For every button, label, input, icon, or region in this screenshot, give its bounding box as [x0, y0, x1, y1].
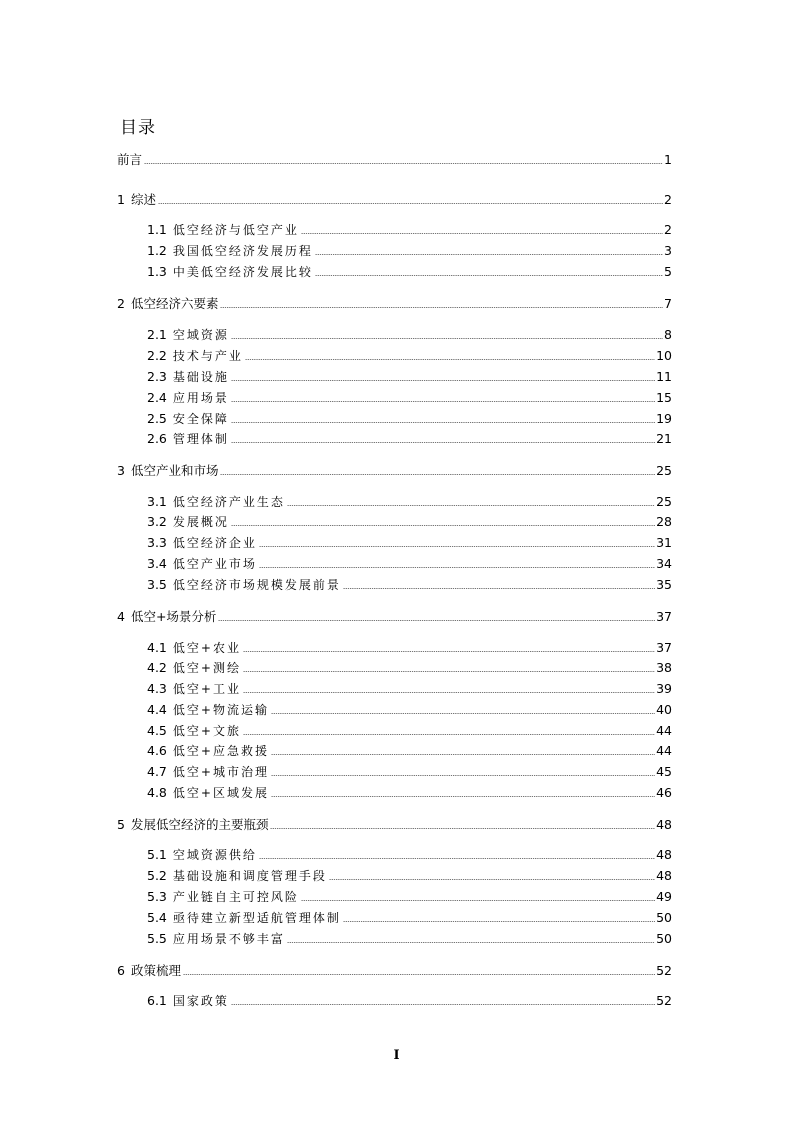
toc-subsection-entry[interactable] — [0, 928, 672, 946]
dot-leader — [343, 588, 655, 589]
toc-subsection-entry[interactable] — [0, 553, 672, 571]
toc-entry-label: 低空+测绘 — [172, 661, 241, 675]
toc-entry-number: 2.5 — [147, 411, 167, 426]
toc-chapter-entry[interactable] — [0, 460, 672, 478]
toc-entry-number: 4.3 — [147, 681, 167, 696]
dot-leader — [271, 775, 655, 776]
toc-entry-page: 46 — [656, 785, 672, 800]
toc-entry-label: 空域资源供给 — [172, 848, 257, 862]
toc-entry-page: 48 — [656, 847, 672, 862]
toc-subsection-entry[interactable] — [0, 324, 672, 342]
toc-entry-page: 40 — [656, 702, 672, 717]
toc-entry-number: 1.2 — [147, 243, 167, 258]
toc-entry-label: 发展概况 — [172, 515, 229, 529]
toc-entry-label: 低空+城市治理 — [172, 765, 269, 779]
toc-chapter-entry[interactable] — [0, 814, 672, 832]
dot-leader — [301, 233, 663, 234]
toc-subsection-entry[interactable] — [0, 511, 672, 529]
dot-leader — [259, 858, 655, 859]
dot-leader — [218, 620, 655, 621]
toc-entry-label: 基础设施和调度管理手段 — [172, 869, 327, 883]
toc-entry-number: 3 — [117, 463, 125, 478]
toc-subsection-entry[interactable] — [0, 366, 672, 384]
dot-leader — [220, 307, 663, 308]
toc-entry-number: 4.4 — [147, 702, 167, 717]
toc-entry-page: 39 — [656, 681, 672, 696]
toc-entry-page: 28 — [656, 514, 672, 529]
toc-entry-number: 5.2 — [147, 868, 167, 883]
toc-entry-number: 6 — [117, 963, 125, 978]
toc-entry-label: 低空+场景分析 — [130, 609, 217, 624]
toc-entry-number: 5 — [117, 817, 125, 832]
dot-leader — [220, 474, 655, 475]
toc-entry-page: 48 — [656, 817, 672, 832]
toc-entry-page: 45 — [656, 764, 672, 779]
toc-entry-page: 5 — [664, 264, 672, 279]
toc-entry-label: 产业链自主可控风险 — [172, 890, 299, 904]
toc-entry-number: 2.6 — [147, 431, 167, 446]
dot-leader — [287, 942, 655, 943]
toc-subsection-entry[interactable] — [0, 408, 672, 426]
dot-leader — [231, 401, 655, 402]
toc-entry-label: 基础设施 — [172, 370, 229, 384]
toc-chapter-entry[interactable] — [0, 606, 672, 624]
toc-entry-page: 2 — [664, 192, 672, 207]
toc-entry-page: 37 — [656, 640, 672, 655]
toc-entry-label: 低空经济企业 — [172, 536, 257, 550]
toc-entry-page: 25 — [656, 463, 672, 478]
toc-entry-page: 38 — [656, 660, 672, 675]
toc-entry-label: 我国低空经济发展历程 — [172, 244, 313, 258]
dot-leader — [270, 828, 655, 829]
toc-entry-label: 安全保障 — [172, 412, 229, 426]
toc-subsection-entry[interactable] — [0, 907, 672, 925]
toc-entry-page: 50 — [656, 931, 672, 946]
toc-subsection-entry[interactable] — [0, 240, 672, 258]
dot-leader — [245, 359, 655, 360]
toc-entry-label: 低空经济产业生态 — [172, 495, 285, 509]
toc-entry-label: 低空+区域发展 — [172, 786, 269, 800]
toc-entry-number: 2.4 — [147, 390, 167, 405]
toc-entry-label: 低空+物流运输 — [172, 703, 269, 717]
toc-subsection-entry[interactable] — [0, 219, 672, 237]
toc-entry-label: 技术与产业 — [172, 349, 243, 363]
toc-entry-label: 亟待建立新型适航管理体制 — [172, 911, 341, 925]
dot-leader — [158, 203, 663, 204]
toc-entry-label: 空域资源 — [172, 328, 229, 342]
dot-leader — [231, 380, 655, 381]
toc-entry-number: 3.2 — [147, 514, 167, 529]
dot-leader — [144, 163, 663, 164]
toc-entry-number: 4.8 — [147, 785, 167, 800]
dot-leader — [315, 254, 663, 255]
toc-entry-label: 低空经济市场规模发展前景 — [172, 578, 341, 592]
toc-entry-page: 1 — [664, 152, 672, 167]
toc-chapter-entry[interactable] — [0, 293, 672, 311]
toc-entry-number: 2.3 — [147, 369, 167, 384]
toc-subsection-entry[interactable] — [0, 637, 672, 655]
dot-leader — [259, 567, 655, 568]
toc-subsection-entry[interactable] — [0, 261, 672, 279]
toc-entry-page: 44 — [656, 743, 672, 758]
toc-entry-page: 37 — [656, 609, 672, 624]
toc-entry-number: 6.1 — [147, 993, 167, 1008]
toc-subsection-entry[interactable] — [0, 782, 672, 800]
toc-entry-page: 34 — [656, 556, 672, 571]
toc-entry-page: 49 — [656, 889, 672, 904]
toc-entry-page: 11 — [656, 369, 672, 384]
dot-leader — [231, 422, 655, 423]
dot-leader — [259, 546, 655, 547]
toc-title: 目录 — [120, 118, 156, 138]
toc-entry-label: 低空经济六要素 — [130, 296, 219, 311]
dot-leader — [243, 734, 655, 735]
toc-entry-page: 25 — [656, 494, 672, 509]
toc-entry-page: 15 — [656, 390, 672, 405]
toc-entry-label: 低空+文旅 — [172, 724, 241, 738]
dot-leader — [231, 525, 655, 526]
toc-subsection-entry[interactable] — [0, 532, 672, 550]
dot-leader — [315, 275, 663, 276]
toc-chapter-entry[interactable] — [0, 189, 672, 207]
toc-entry-label: 应用场景 — [172, 391, 229, 405]
dot-leader — [243, 692, 655, 693]
toc-entry-page: 7 — [664, 296, 672, 311]
toc-entry-number: 1 — [117, 192, 125, 207]
toc-entry-number: 5.1 — [147, 847, 167, 862]
dot-leader — [343, 921, 655, 922]
toc-subsection-entry[interactable] — [0, 990, 672, 1008]
toc-entry-label: 管理体制 — [172, 432, 229, 446]
toc-subsection-entry[interactable] — [0, 720, 672, 738]
toc-subsection-entry[interactable] — [0, 740, 672, 758]
toc-entry-page: 44 — [656, 723, 672, 738]
toc-entry-page: 8 — [664, 327, 672, 342]
toc-entry-page: 19 — [656, 411, 672, 426]
toc-entry-label: 发展低空经济的主要瓶颈 — [130, 817, 269, 832]
toc-subsection-entry[interactable] — [0, 428, 672, 446]
toc-entry-page: 10 — [656, 348, 672, 363]
toc-subsection-entry[interactable] — [0, 387, 672, 405]
toc-entry-number: 5.4 — [147, 910, 167, 925]
toc-entry-label: 低空产业和市场 — [130, 463, 219, 478]
toc-subsection-entry[interactable] — [0, 761, 672, 779]
toc-entry-number: 2 — [117, 296, 125, 311]
toc-entry-label: 低空经济与低空产业 — [172, 223, 299, 237]
toc-entry-page: 31 — [656, 535, 672, 550]
toc-entry-page: 21 — [656, 431, 672, 446]
dot-leader — [243, 651, 655, 652]
dot-leader — [243, 671, 655, 672]
toc-entry-number: 5.3 — [147, 889, 167, 904]
toc-entry-number: 4 — [117, 609, 125, 624]
toc-entry-page: 3 — [664, 243, 672, 258]
toc-entry-number: 4.6 — [147, 743, 167, 758]
toc-entry-number: 2.1 — [147, 327, 167, 342]
toc-chapter-entry[interactable] — [0, 960, 672, 978]
dot-leader — [231, 1004, 655, 1005]
toc-entry-page: 48 — [656, 868, 672, 883]
toc-entry-label: 中美低空经济发展比较 — [172, 265, 313, 279]
toc-entry-number: 4.2 — [147, 660, 167, 675]
dot-leader — [287, 505, 655, 506]
toc-subsection-entry[interactable] — [0, 345, 672, 363]
dot-leader — [301, 900, 655, 901]
toc-subsection-entry[interactable] — [0, 574, 672, 592]
toc-entry-number: 3.3 — [147, 535, 167, 550]
toc-chapter-entry[interactable] — [0, 149, 672, 167]
toc-subsection-entry[interactable] — [0, 865, 672, 883]
toc-entry-number: 3.1 — [147, 494, 167, 509]
dot-leader — [183, 974, 655, 975]
toc-entry-number: 4.1 — [147, 640, 167, 655]
toc-subsection-entry[interactable] — [0, 657, 672, 675]
toc-entry-label: 低空产业市场 — [172, 557, 257, 571]
dot-leader — [231, 442, 655, 443]
dot-leader — [271, 713, 655, 714]
dot-leader — [271, 796, 655, 797]
dot-leader — [271, 754, 655, 755]
toc-entry-page: 2 — [664, 222, 672, 237]
toc-entry-page: 50 — [656, 910, 672, 925]
toc-entry-number: 1.3 — [147, 264, 167, 279]
toc-entry-label: 低空+农业 — [172, 641, 241, 655]
toc-entry-label: 综述 — [130, 192, 156, 207]
toc-subsection-entry[interactable] — [0, 886, 672, 904]
toc-entry-label: 前言 — [117, 152, 143, 167]
toc-entry-label: 应用场景不够丰富 — [172, 932, 285, 946]
toc-entry-number: 2.2 — [147, 348, 167, 363]
toc-entry-number: 5.5 — [147, 931, 167, 946]
toc-subsection-entry[interactable] — [0, 699, 672, 717]
dot-leader — [329, 879, 655, 880]
toc-entry-label: 国家政策 — [172, 994, 229, 1008]
toc-subsection-entry[interactable] — [0, 844, 672, 862]
toc-entry-number: 4.5 — [147, 723, 167, 738]
toc-entry-number: 4.7 — [147, 764, 167, 779]
toc-subsection-entry[interactable] — [0, 491, 672, 509]
toc-entry-page: 52 — [656, 963, 672, 978]
dot-leader — [231, 338, 663, 339]
toc-entry-label: 政策梳理 — [130, 963, 181, 978]
toc-entry-number: 3.4 — [147, 556, 167, 571]
page-number: I — [393, 1048, 400, 1063]
toc-entry-label: 低空+应急救援 — [172, 744, 269, 758]
toc-entry-number: 3.5 — [147, 577, 167, 592]
toc-entry-label: 低空+工业 — [172, 682, 241, 696]
toc-entry-page: 35 — [656, 577, 672, 592]
toc-entry-page: 52 — [656, 993, 672, 1008]
toc-entry-number: 1.1 — [147, 222, 167, 237]
toc-subsection-entry[interactable] — [0, 678, 672, 696]
